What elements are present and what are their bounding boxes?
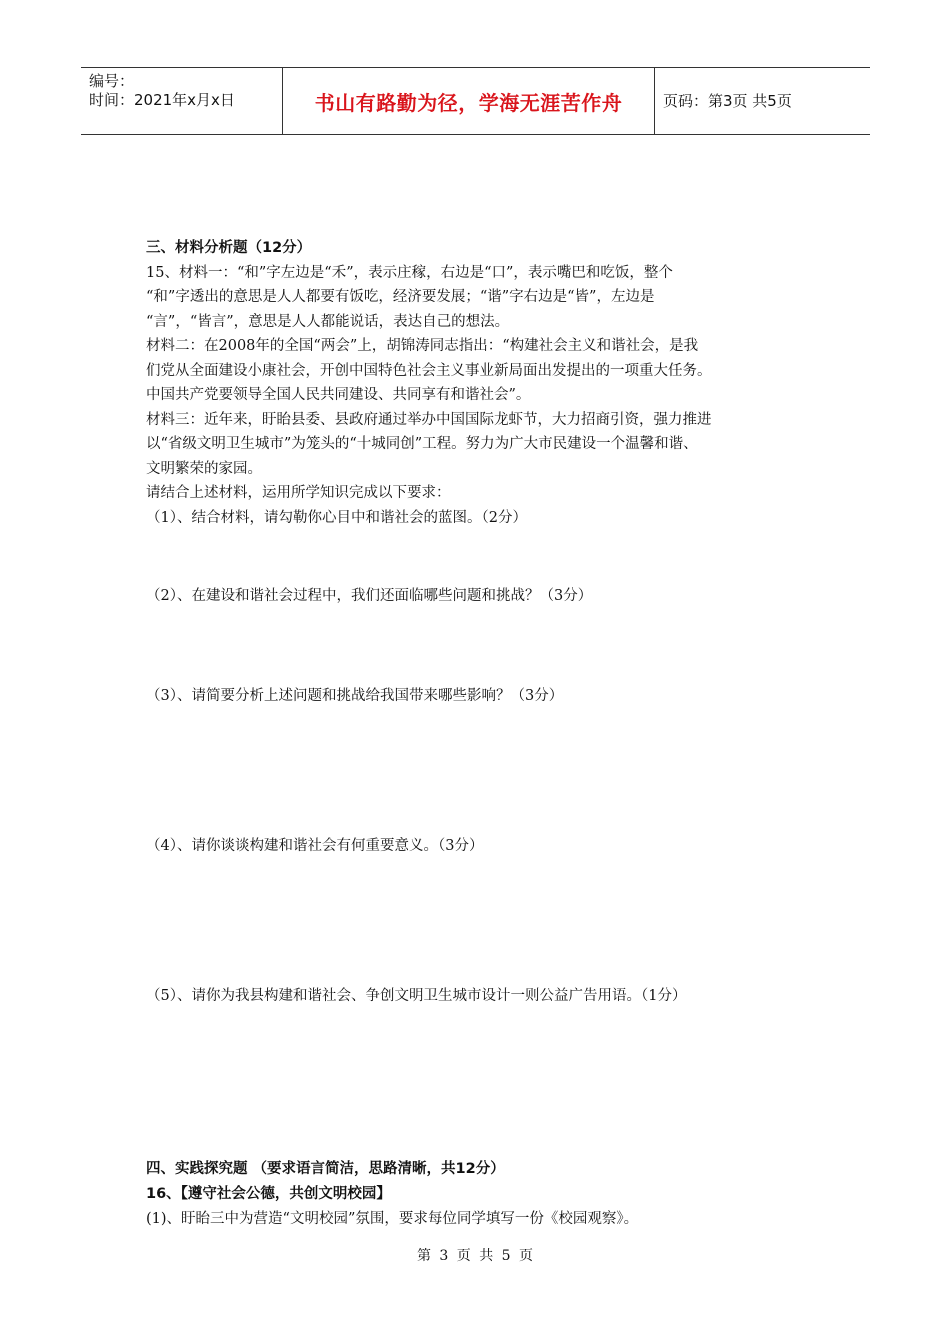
date-line: 时间：2021年x月x日	[89, 91, 235, 109]
material-line: 15、材料一：“和”字左边是“禾”，表示庄稼，右边是“口”，表示嘴巴和吃饭，整个	[146, 264, 673, 281]
question-4: （4）、请你谈谈构建和谐社会有何重要意义。（3分）	[146, 838, 484, 854]
header-motto-cell	[283, 68, 655, 134]
number-label: 编号：	[89, 72, 135, 90]
section3-title: 三、材料分析题（12分）	[146, 240, 312, 256]
page-code: 页码：第3页 共5页	[663, 91, 792, 110]
material-line: 们党从全面建设小康社会，开创中国特色社会主义事业新局面出发提出的一项重大任务。	[146, 362, 712, 379]
material-line: “言”，“皆言”，意思是人人都能说话，表达自己的想法。	[146, 313, 510, 330]
material-line: 材料二：在2008年的全国“两会”上，胡锦涛同志指出：“构建社会主义和谐社会，是我	[146, 338, 699, 354]
section4-line: (1)、盱眙三中为营造“文明校园”氛围，要求每位同学填写一份《校园观察》。	[146, 1211, 639, 1227]
question-1: （1）、结合材料，请勾勒你心目中和谐社会的蓝图。（2分）	[146, 509, 527, 526]
page-header	[81, 67, 870, 135]
material-line: 以“省级文明卫生城市”为笼头的“十城同创”工程。努力为广大市民建设一个温馨和谐、	[146, 436, 698, 452]
motto: 书山有路勤为径，学海无涯苦作舟	[314, 90, 623, 115]
question-3: （3）、请简要分析上述问题和挑战给我国带来哪些影响？（3分）	[146, 688, 564, 704]
section4-subtitle: 16、【遵守社会公德，共创文明校园】	[146, 1186, 391, 1202]
header-page-cell	[655, 68, 870, 134]
material-line: 材料三：近年来，盱眙县委、县政府通过举办中国国际龙虾节，大力招商引资，强力推进	[146, 411, 712, 428]
question-2: （2）、在建设和谐社会过程中，我们还面临哪些问题和挑战？（3分）	[146, 588, 593, 604]
section-material-analysis	[146, 236, 826, 530]
material-line: 请结合上述材料，运用所学知识完成以下要求：	[146, 485, 451, 501]
material-line: “和”字透出的意思是人人都要有饭吃，经济要发展；“谐”字右边是“皆”，左边是	[146, 289, 655, 305]
material-line: 文明繁荣的家园。	[146, 460, 262, 477]
material-line: 中国共产党要领导全国人民共同建设、共同享有和谐社会”。	[146, 387, 531, 403]
page-footer: 第 3 页 共 5 页	[416, 1248, 534, 1264]
header-info-cell	[81, 68, 283, 134]
section4-title: 四、实践探究题 （要求语言简洁，思路清晰，共12分）	[146, 1161, 505, 1177]
question-5: （5）、请你为我县构建和谐社会、争创文明卫生城市设计一则公益广告用语。（1分）	[146, 988, 687, 1004]
